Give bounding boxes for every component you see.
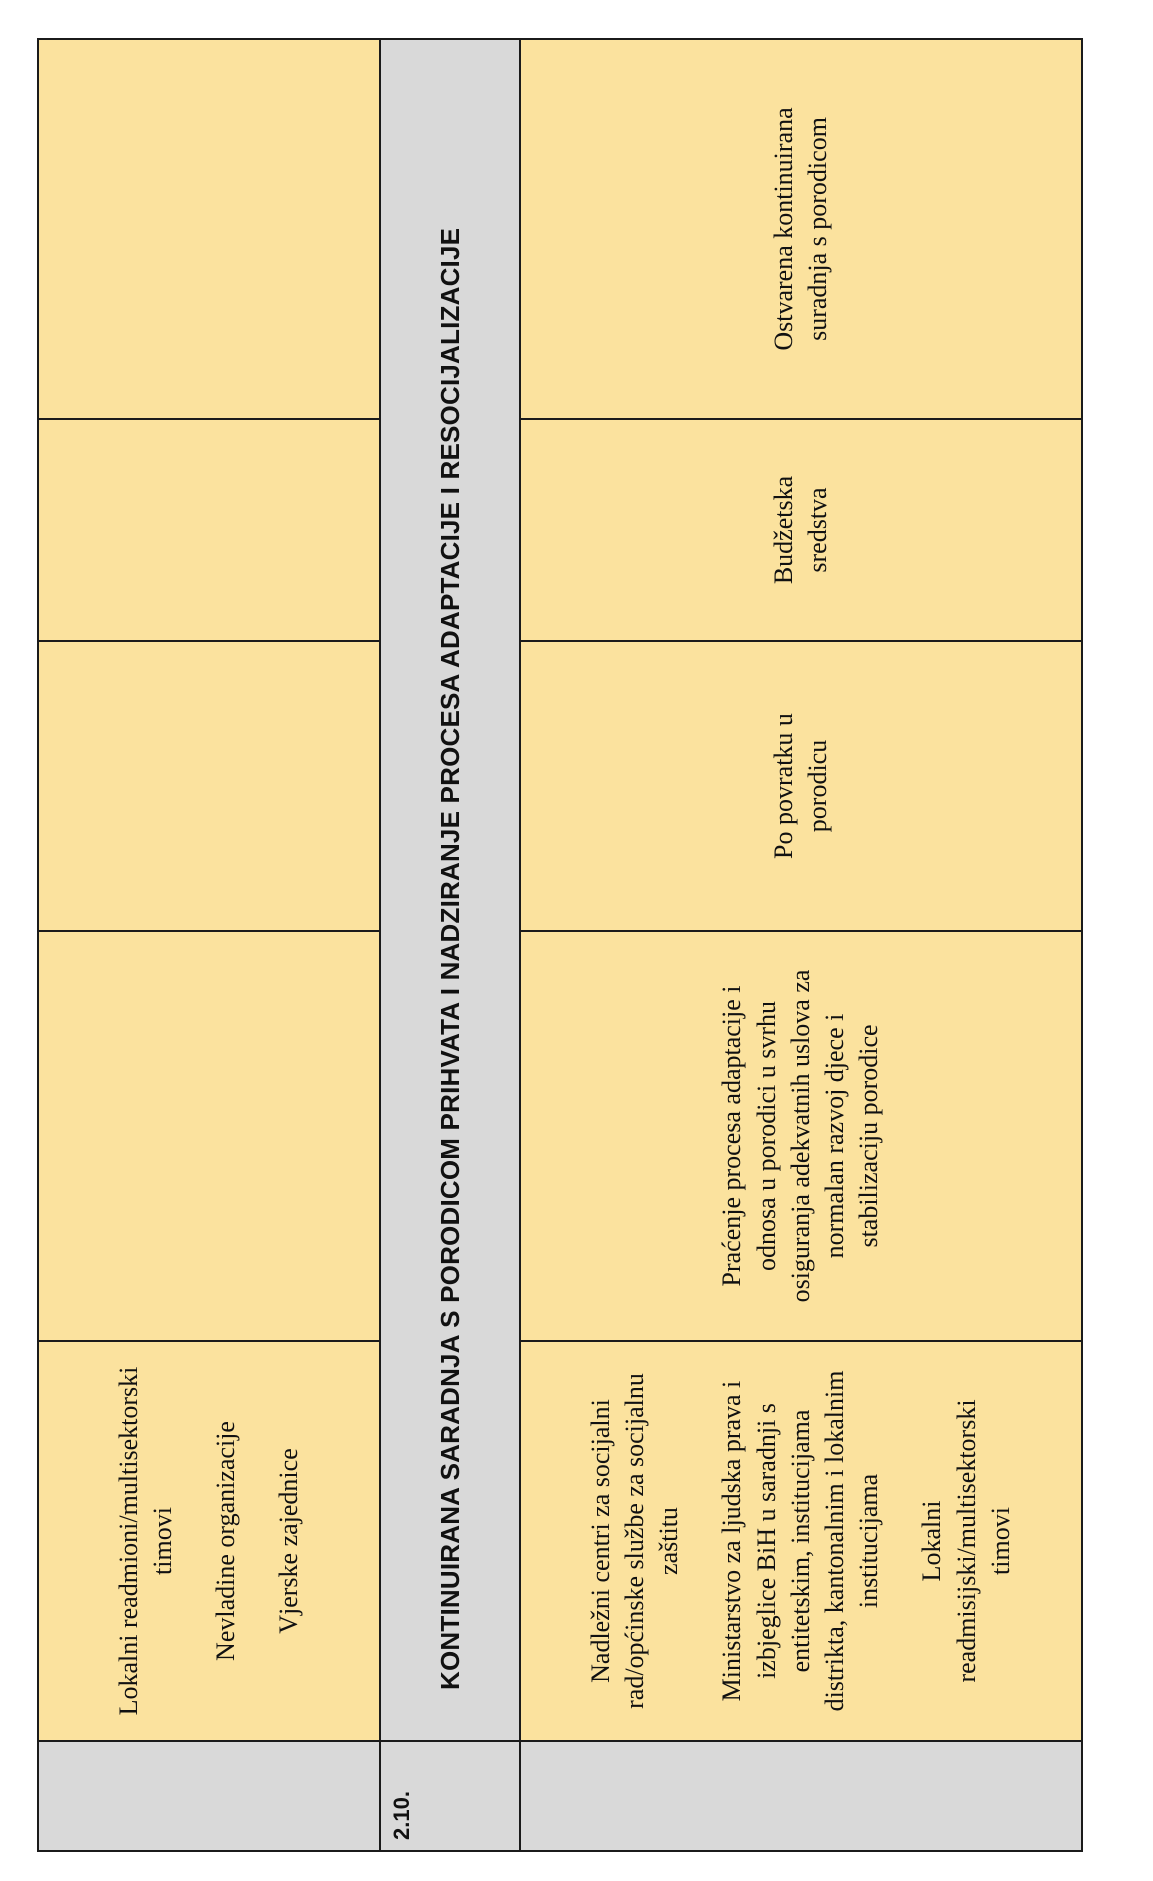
prev-timeframe-cell <box>38 641 380 931</box>
funding-cell <box>520 419 1082 641</box>
prev-indicator-cell <box>38 39 380 419</box>
actor-text: Ministarstvo za ljudska prava i izbjeglice BiH u saradnji s entitetskim, institucijama distrikta, kantonalnim i lokalnim institucijama <box>717 1370 884 1712</box>
timeframe-text: Po povratku u porodicu <box>768 713 832 859</box>
section-number: 2.10. <box>380 1741 520 1851</box>
actor-text: Vjerske zajednice <box>273 1448 303 1634</box>
timeframe-cell <box>520 641 1082 931</box>
prev-number-cell <box>38 1741 380 1851</box>
prev-funding-cell <box>38 419 380 641</box>
number-cell <box>520 1741 1082 1851</box>
indicator-text: Ostvarena kontinuirana suradnja s porodicom <box>768 107 832 351</box>
prev-activity-cell <box>38 931 380 1341</box>
section-title: KONTINUIRANA SARADNJA S PORODICOM PRIHVATA I NADZIRANJE PROCESA ADAPTACIJE I RESOCIJALIZACIJE <box>380 39 520 1741</box>
funding-text: Budžetska sredstva <box>768 475 832 585</box>
actor-text: Lokalni readmioni/multisektorski timovi <box>113 1366 178 1716</box>
table-row <box>520 39 1082 1851</box>
actor-text: Nadležni centri za socijalni rad/općinske službe za socijalnu zaštitu <box>585 1373 684 1709</box>
rotated-document <box>37 40 1081 1852</box>
actor-text: Nevladine organizacije <box>211 1421 240 1661</box>
section-header-row <box>380 39 520 1851</box>
actors-cell <box>520 1341 1082 1741</box>
action-plan-table <box>37 38 1083 1852</box>
prev-actors-cell <box>38 1341 380 1741</box>
activity-cell <box>520 931 1082 1341</box>
actor-text: Lokalni readmisijski/multisektorski timovi <box>917 1399 1015 1683</box>
table-page <box>37 40 1081 1852</box>
activity-text: Praćenje procesa adaptacije i odnosa u porodici u svrhu osiguranja adekvatnih uslova za normalan razvoj djece i stabilizaciju porodice <box>717 969 884 1303</box>
table-row <box>38 39 380 1851</box>
indicator-cell <box>520 39 1082 419</box>
